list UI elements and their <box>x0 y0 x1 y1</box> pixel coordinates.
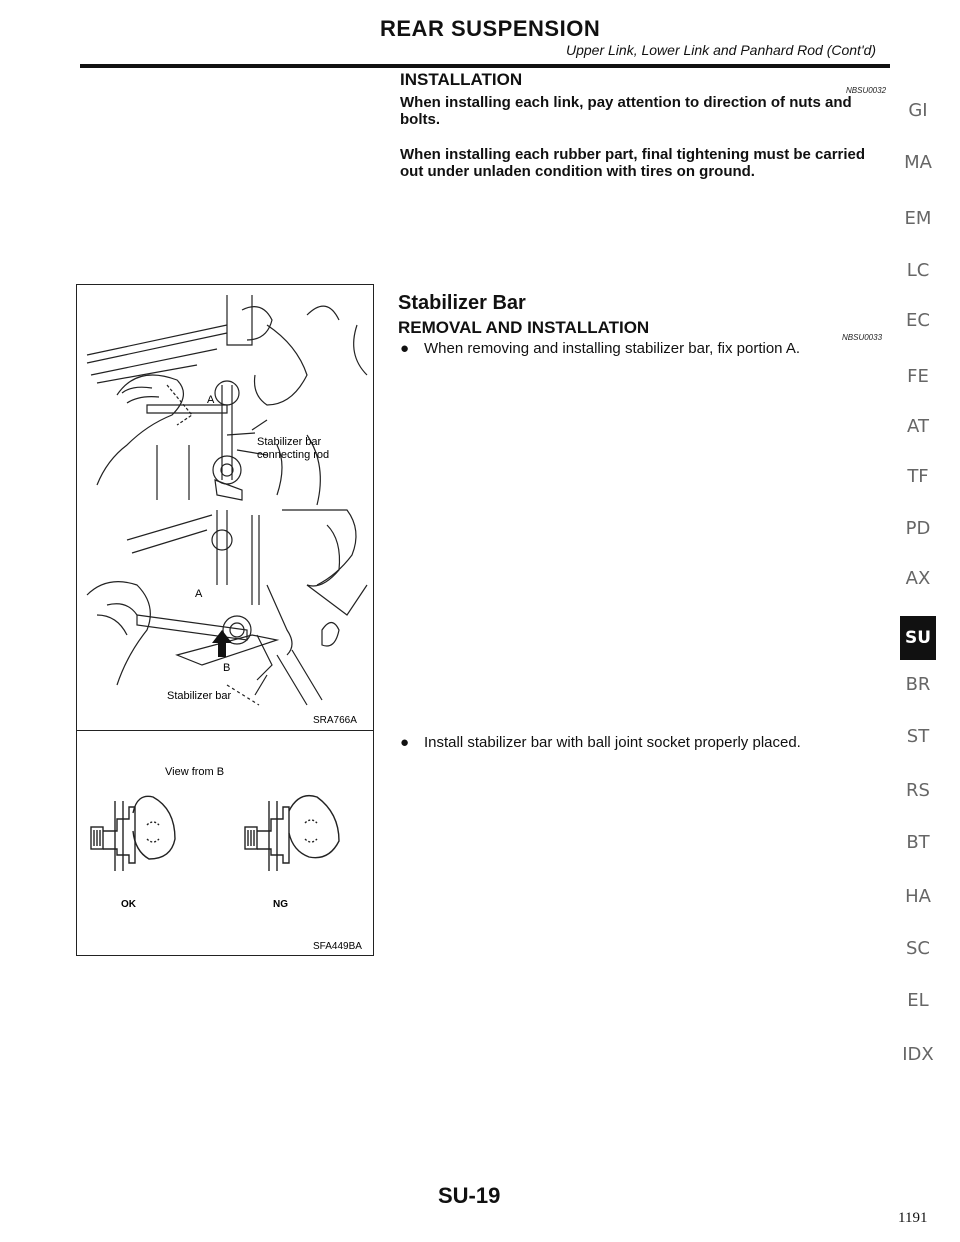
sidebar-tab-at[interactable]: AT <box>907 416 929 437</box>
sidebar-tab-lc[interactable]: LC <box>906 260 930 281</box>
sidebar-tab-gi[interactable]: GI <box>908 100 928 121</box>
installation-code: NBSU0032 <box>846 86 887 95</box>
ok-joint-diagram <box>91 796 175 871</box>
sidebar-tab-idx[interactable]: IDX <box>902 1044 934 1065</box>
sidebar-tab-ha[interactable]: HA <box>905 886 931 907</box>
sidebar-tab-st[interactable]: ST <box>906 726 930 747</box>
bullet-item-ball-joint <box>400 734 801 752</box>
figure1-label-a-top: A <box>207 394 215 406</box>
installation-heading: INSTALLATION <box>400 70 523 89</box>
bullet-icon: ● <box>400 340 410 357</box>
arrow-up-icon <box>212 630 232 657</box>
sidebar-tab-rs[interactable]: RS <box>906 780 930 801</box>
page-subtitle: Upper Link, Lower Link and Panhard Rod (Cont'd) <box>566 42 877 58</box>
page-number: 1191 <box>898 1210 928 1226</box>
figure2-view-label: View from B <box>165 766 225 778</box>
bullet-item-fix-portion <box>400 340 800 358</box>
sidebar-tab-ax[interactable]: AX <box>905 568 931 589</box>
figure1-label-b: B <box>223 662 231 674</box>
figure1-label-connecting-rod-2: connecting rod <box>257 449 330 461</box>
header-rule <box>80 64 890 68</box>
figure1-label-connecting-rod-1: Stabilizer bar <box>257 436 322 448</box>
page-title: REAR SUSPENSION <box>380 16 601 41</box>
sidebar-tab-sc[interactable]: SC <box>906 938 930 959</box>
removal-installation-heading: REMOVAL AND INSTALLATION <box>398 318 650 337</box>
sidebar-tab-ec[interactable]: EC <box>906 310 930 331</box>
sidebar-tab-pd[interactable]: PD <box>905 518 931 539</box>
installation-paragraph-2: When installing each rubber part, final tightening must be carried out under unladen condition with tires on ground. <box>400 146 866 180</box>
sidebar-tab-em[interactable]: EM <box>904 208 932 229</box>
figure1-code: SRA766A <box>313 715 357 726</box>
bullet-icon: ● <box>400 734 410 751</box>
figure1-label-a-bottom: A <box>195 588 203 600</box>
sidebar-tab-su[interactable]: SU <box>900 616 936 660</box>
ball-joint-illustration <box>77 731 373 955</box>
sidebar-tab-el[interactable]: EL <box>907 990 929 1011</box>
figure-stabilizer-removal <box>76 284 374 732</box>
figure-ball-joint-view <box>76 730 374 956</box>
sidebar-tab-ma[interactable]: MA <box>904 152 932 173</box>
ng-joint-diagram <box>245 796 339 871</box>
figure2-ok-label: OK <box>121 899 136 910</box>
figure2-code: SFA449BA <box>313 941 362 952</box>
sidebar-tab-br[interactable]: BR <box>905 674 931 695</box>
figure2-ng-label: NG <box>273 899 288 910</box>
bullet-text: When removing and installing stabilizer bar, fix portion A. <box>424 340 801 357</box>
figure1-label-stabilizer-bar: Stabilizer bar <box>167 690 232 702</box>
section-heading-stabilizer-bar: Stabilizer Bar <box>398 292 526 314</box>
installation-paragraph-1: When installing each link, pay attention to direction of nuts and bolts. <box>400 94 852 128</box>
page-label: SU-19 <box>438 1183 501 1208</box>
stabilizer-illustration <box>77 285 373 731</box>
sidebar-tab-bt[interactable]: BT <box>906 832 930 853</box>
sidebar-tab-tf[interactable]: TF <box>907 466 929 487</box>
bullet-text: Install stabilizer bar with ball joint socket properly placed. <box>424 734 801 751</box>
sidebar-tab-fe[interactable]: FE <box>907 366 929 387</box>
removal-code: NBSU0033 <box>842 333 883 342</box>
